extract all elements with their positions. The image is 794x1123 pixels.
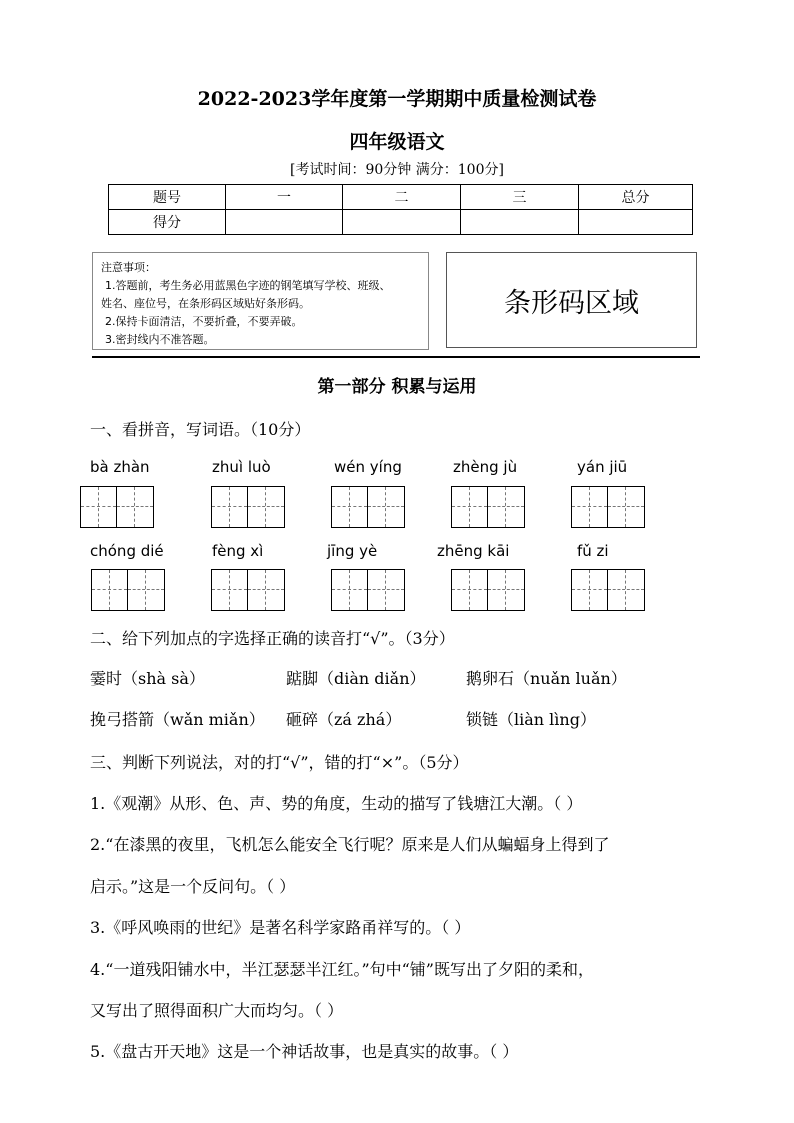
score-table-header-row xyxy=(109,185,693,210)
grid-cell[interactable] xyxy=(368,570,404,610)
writing-grid[interactable] xyxy=(331,569,405,611)
divider-line xyxy=(92,356,700,358)
section1-heading: 一、看拼音，写词语。（10分） xyxy=(90,420,311,439)
grid-cell[interactable] xyxy=(452,570,488,610)
score-cell[interactable] xyxy=(226,210,343,235)
barcode-label: 条形码区域 xyxy=(504,287,639,319)
reading-choice-item: 霎时（shà sà） xyxy=(90,669,205,688)
judgement-question: 2.“在漆黑的夜里，飞机怎么能安全飞行呢？原来是人们从蝙蝠身上得到了 xyxy=(90,835,610,854)
score-header-cell: 一 xyxy=(226,185,343,210)
grid-cell[interactable] xyxy=(572,570,608,610)
exam-info: [考试时间：90分钟 满分：100分] xyxy=(290,162,504,178)
score-table xyxy=(108,184,693,235)
pinyin-label: bà zhàn xyxy=(90,458,150,476)
score-header-cell: 二 xyxy=(343,185,461,210)
writing-grid[interactable] xyxy=(571,569,645,611)
grid-cell[interactable] xyxy=(81,487,117,527)
score-cell[interactable] xyxy=(343,210,461,235)
grid-cell[interactable] xyxy=(92,570,128,610)
pinyin-label: chóng dié xyxy=(90,542,164,560)
grid-cell[interactable] xyxy=(117,487,153,527)
reading-choice-item: 砸碎（zá zhá） xyxy=(286,710,402,729)
score-cell[interactable] xyxy=(579,210,693,235)
grid-cell[interactable] xyxy=(608,570,644,610)
grid-cell[interactable] xyxy=(488,487,524,527)
reading-choice-item: 锁链（liàn lìng） xyxy=(466,710,596,729)
score-header-cell: 总分 xyxy=(579,185,693,210)
grid-cell[interactable] xyxy=(608,487,644,527)
grid-cell[interactable] xyxy=(452,487,488,527)
exam-title: 2022-2023学年度第一学期期中质量检测试卷 xyxy=(197,88,597,110)
score-header-cell: 三 xyxy=(461,185,579,210)
grid-cell[interactable] xyxy=(572,487,608,527)
pinyin-label: zhuì luò xyxy=(212,458,271,476)
judgement-question-cont: 启示。”这是一个反问句。（ ） xyxy=(90,877,296,896)
writing-grid[interactable] xyxy=(331,486,405,528)
section2-heading: 二、给下列加点的字选择正确的读音打“√”。（3分） xyxy=(90,629,455,648)
notice-box xyxy=(92,252,429,350)
grid-cell[interactable] xyxy=(368,487,404,527)
pinyin-label: yán jiū xyxy=(577,458,628,476)
grid-cell[interactable] xyxy=(332,570,368,610)
score-row-label: 得分 xyxy=(109,210,226,235)
writing-grid[interactable] xyxy=(80,486,154,528)
notice-item: 3.密封线内不准答题。 xyxy=(105,333,215,346)
writing-grid[interactable] xyxy=(91,569,165,611)
notice-heading: 注意事项： xyxy=(101,261,156,274)
pinyin-label: jīng yè xyxy=(327,542,378,560)
grid-cell[interactable] xyxy=(248,487,284,527)
notice-item: 2.保持卡面清洁，不要折叠，不要弄破。 xyxy=(105,315,303,328)
notice-item: 姓名、座位号，在条形码区域贴好条形码。 xyxy=(101,297,310,310)
writing-grid[interactable] xyxy=(211,569,285,611)
judgement-question-cont: 又写出了照得面积广大而均匀。（ ） xyxy=(90,1001,344,1020)
score-cell[interactable] xyxy=(461,210,579,235)
grid-cell[interactable] xyxy=(332,487,368,527)
score-table-score-row xyxy=(109,210,693,235)
pinyin-label: fèng xì xyxy=(212,542,264,560)
judgement-question: 5.《盘古开天地》这是一个神话故事，也是真实的故事。（ ） xyxy=(90,1042,519,1061)
barcode-area xyxy=(446,252,697,348)
writing-grid[interactable] xyxy=(571,486,645,528)
reading-choice-item: 挽弓搭箭（wǎn miǎn） xyxy=(90,710,265,729)
writing-grid[interactable] xyxy=(451,486,525,528)
pinyin-label: zhèng jù xyxy=(453,458,518,476)
pinyin-label: zhēng kāi xyxy=(437,542,510,560)
reading-choice-item: 踮脚（diàn diǎn） xyxy=(286,669,426,688)
grid-cell[interactable] xyxy=(488,570,524,610)
writing-grid[interactable] xyxy=(451,569,525,611)
score-header-cell: 题号 xyxy=(109,185,226,210)
pinyin-label: fǔ zi xyxy=(577,542,609,560)
grid-cell[interactable] xyxy=(248,570,284,610)
pinyin-label: wén yíng xyxy=(334,458,402,476)
reading-choice-item: 鹅卵石（nuǎn luǎn） xyxy=(466,669,627,688)
notice-item: 1.答题前，考生务必用蓝黑色字迹的钢笔填写学校、班级、 xyxy=(105,279,391,292)
judgement-question: 1.《观潮》从形、色、声、势的角度，生动的描写了钱塘江大潮。（ ） xyxy=(90,794,583,813)
grid-cell[interactable] xyxy=(128,570,164,610)
judgement-question: 3.《呼风唤雨的世纪》是著名科学家路甬祥写的。（ ） xyxy=(90,918,471,937)
grid-cell[interactable] xyxy=(212,487,248,527)
part1-title: 第一部分 积累与运用 xyxy=(317,377,477,397)
grid-cell[interactable] xyxy=(212,570,248,610)
exam-subtitle: 四年级语文 xyxy=(349,131,445,153)
section3-heading: 三、判断下列说法，对的打“√”，错的打“×”。（5分） xyxy=(90,753,469,772)
writing-grid[interactable] xyxy=(211,486,285,528)
judgement-question: 4.“一道残阳铺水中，半江瑟瑟半江红。”句中“铺”既写出了夕阳的柔和， xyxy=(90,960,594,979)
